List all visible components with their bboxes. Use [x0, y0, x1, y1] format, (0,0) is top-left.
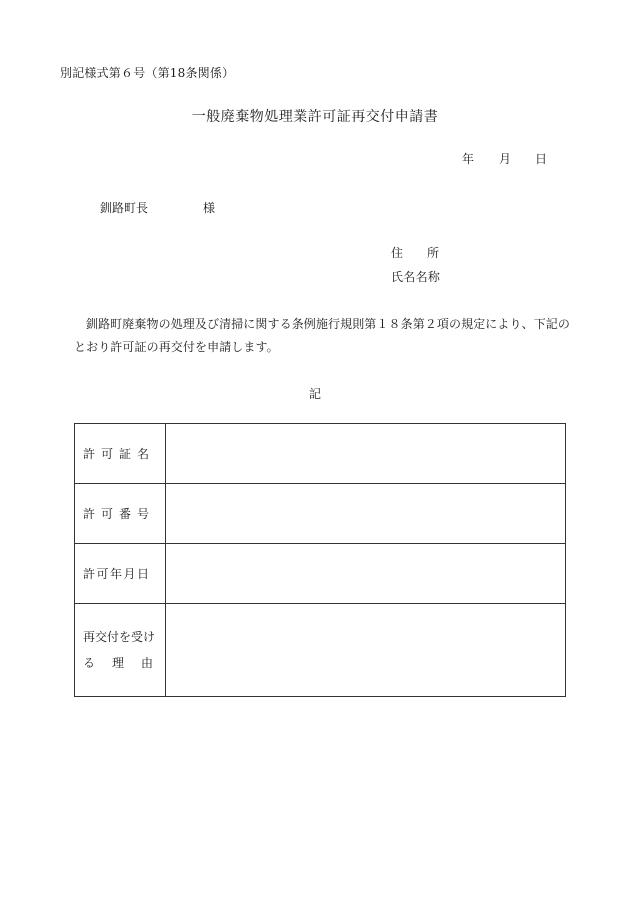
label-char: 日 — [136, 567, 149, 581]
table-row — [75, 484, 566, 544]
row-label-permit-date — [75, 544, 166, 604]
permit-number-field[interactable] — [166, 484, 566, 544]
address-label-char: 所 — [427, 246, 440, 260]
label-char: 月 — [123, 567, 136, 581]
reissue-reason-field[interactable] — [166, 604, 566, 697]
label-char: 許 — [83, 567, 96, 581]
label-char: る — [83, 656, 96, 670]
label-char: 可 — [100, 507, 113, 521]
permit-date-field[interactable] — [166, 544, 566, 604]
row-label-reissue-reason — [75, 604, 166, 697]
permit-name-field[interactable] — [166, 424, 566, 484]
row-label-permit-number — [75, 484, 166, 544]
label-char: 号 — [136, 507, 149, 521]
label-char: 名 — [136, 447, 149, 461]
reason-label-line1: 再交付を受け — [83, 630, 156, 644]
label-char: 年 — [109, 567, 122, 581]
label-char: 理 — [111, 656, 124, 670]
label-char: 番 — [118, 507, 131, 521]
label-char: 許 — [83, 507, 96, 521]
date-year-label: 年 — [462, 152, 475, 166]
address-label-char: 住 — [391, 246, 404, 260]
request-statement: 釧路町廃棄物の処理及び清掃に関する条例施行規則第１８条第２項の規定により、下記のとおり許可証の再交付を申請します。 — [74, 317, 571, 354]
row-label-permit-name — [75, 424, 166, 484]
addressee-honorific: 様 — [203, 201, 216, 215]
table-row — [75, 604, 566, 697]
addressee-name: 釧路町長 — [100, 201, 149, 215]
date-month-label: 月 — [499, 152, 512, 166]
label-char: 証 — [118, 447, 131, 461]
details-table — [74, 423, 566, 697]
ki-heading: 記 — [308, 387, 321, 401]
address-label — [391, 244, 439, 261]
table-row — [75, 544, 566, 604]
label-char: 可 — [100, 447, 113, 461]
label-char: 由 — [140, 656, 153, 670]
label-char: 許 — [83, 447, 96, 461]
table-row — [75, 424, 566, 484]
label-char: 可 — [96, 567, 109, 581]
form-number: 別記様式第６号（第18条関係） — [60, 66, 235, 80]
document-title: 一般廃棄物処理業許可証再交付申請書 — [191, 109, 439, 125]
name-label: 氏名名称 — [391, 270, 441, 284]
date-day-label: 日 — [535, 152, 548, 166]
